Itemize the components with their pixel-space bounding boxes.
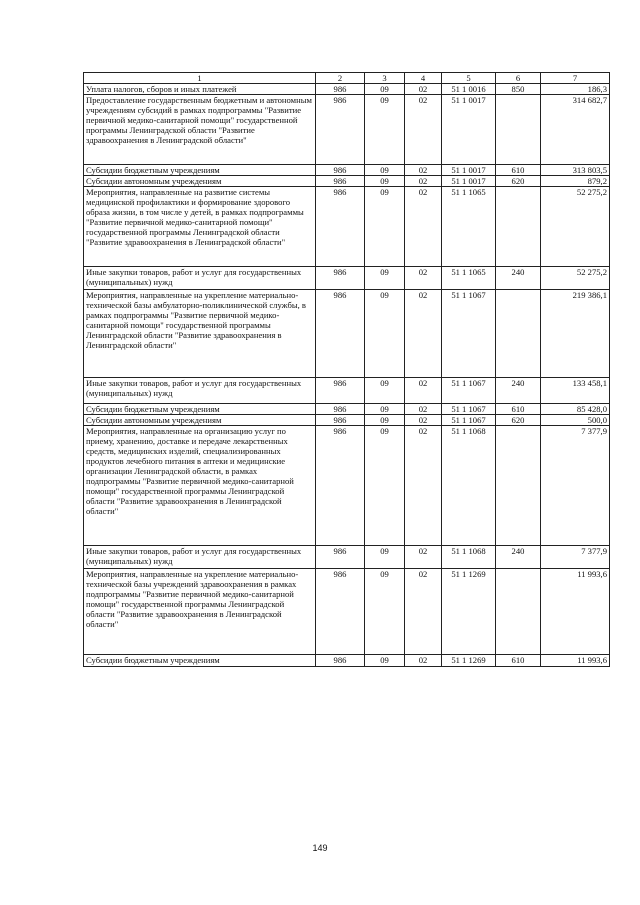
subsection-code: 02 — [405, 415, 442, 426]
ministry-code: 986 — [316, 655, 365, 667]
row-description: Субсидии автономным учреждениям — [84, 415, 316, 426]
row-description: Мероприятия, направленные на развитие системы медицинской профилактики и формирование здорового образа жизни, в том числе у детей, в рамках подпрограммы "Развитие первичной медико-санитарной помощи" государственной программы Ленинградской области "Развитие здравоохранения в Ленинградской области" — [84, 187, 316, 267]
row-description: Предоставление государственным бюджетным и автономным учреждениям субсидий в рамках подпрограммы "Развитие первичной медико-санитарной помощи" государственной программы Ленинградской области "Развитие здравоохранения в Ленинградской области" — [84, 95, 316, 165]
amount: 500,0 — [541, 415, 610, 426]
expense-type-code — [496, 95, 541, 165]
ministry-code: 986 — [316, 378, 365, 404]
amount: 52 275,2 — [541, 187, 610, 267]
table-row — [84, 426, 610, 546]
target-article-code: 51 1 1068 — [442, 546, 496, 569]
subsection-code: 02 — [405, 569, 442, 655]
row-description: Субсидии бюджетным учреждениям — [84, 404, 316, 415]
section-code: 09 — [365, 426, 405, 546]
target-article-code: 51 1 0017 — [442, 95, 496, 165]
ministry-code: 986 — [316, 404, 365, 415]
header-cell: 1 — [84, 73, 316, 84]
subsection-code: 02 — [405, 546, 442, 569]
section-code: 09 — [365, 415, 405, 426]
ministry-code: 986 — [316, 84, 365, 95]
expense-type-code: 610 — [496, 655, 541, 667]
expense-type-code: 240 — [496, 378, 541, 404]
subsection-code: 02 — [405, 290, 442, 378]
header-cell: 5 — [442, 73, 496, 84]
table-row — [84, 546, 610, 569]
expense-type-code: 240 — [496, 267, 541, 290]
expense-type-code — [496, 290, 541, 378]
ministry-code: 986 — [316, 176, 365, 187]
subsection-code: 02 — [405, 176, 442, 187]
subsection-code: 02 — [405, 404, 442, 415]
amount: 219 386,1 — [541, 290, 610, 378]
budget-table — [83, 72, 610, 667]
table-row — [84, 95, 610, 165]
expense-type-code: 620 — [496, 415, 541, 426]
amount: 186,3 — [541, 84, 610, 95]
table-row — [84, 378, 610, 404]
subsection-code: 02 — [405, 378, 442, 404]
table-row — [84, 84, 610, 95]
ministry-code: 986 — [316, 569, 365, 655]
ministry-code: 986 — [316, 426, 365, 546]
section-code: 09 — [365, 404, 405, 415]
target-article-code: 51 1 1067 — [442, 415, 496, 426]
amount: 85 428,0 — [541, 404, 610, 415]
header-cell: 3 — [365, 73, 405, 84]
section-code: 09 — [365, 546, 405, 569]
row-description: Мероприятия, направленные на организацию услуг по приему, хранению, доставке и передаче лекарственных средств, медицинских изделий, специализированных продуктов лечебного питания в аптеки и медицинские организации Ленинградской области, в рамках подпрограммы "Развитие первичной медико-санитарной помощи" государственной программы Ленинградской области "Развитие здравоохранения в Ленинградской области" — [84, 426, 316, 546]
expense-type-code: 620 — [496, 176, 541, 187]
ministry-code: 986 — [316, 267, 365, 290]
section-code: 09 — [365, 569, 405, 655]
header-cell: 6 — [496, 73, 541, 84]
subsection-code: 02 — [405, 187, 442, 267]
amount: 7 377,9 — [541, 546, 610, 569]
header-cell: 7 — [541, 73, 610, 84]
row-description: Субсидии бюджетным учреждениям — [84, 655, 316, 667]
table-row — [84, 404, 610, 415]
expense-type-code — [496, 187, 541, 267]
amount: 879,2 — [541, 176, 610, 187]
ministry-code: 986 — [316, 546, 365, 569]
target-article-code: 51 1 0016 — [442, 84, 496, 95]
row-description: Мероприятия, направленные на укрепление материально-технической базы амбулаторно-поликлинической службы, в рамках подпрограммы "Развитие первичной медико-санитарной помощи" государственной программы Ленинградской области "Развитие здравоохранения в Ленинградской области" — [84, 290, 316, 378]
target-article-code: 51 1 1269 — [442, 655, 496, 667]
page-number: 149 — [312, 843, 328, 853]
table-row — [84, 655, 610, 667]
amount: 314 682,7 — [541, 95, 610, 165]
expense-type-code — [496, 426, 541, 546]
target-article-code: 51 1 1065 — [442, 187, 496, 267]
section-code: 09 — [365, 165, 405, 176]
expense-type-code: 610 — [496, 404, 541, 415]
header-cell: 4 — [405, 73, 442, 84]
section-code: 09 — [365, 378, 405, 404]
table-header-row — [84, 73, 610, 84]
target-article-code: 51 1 1067 — [442, 290, 496, 378]
expense-type-code: 610 — [496, 165, 541, 176]
header-cell: 2 — [316, 73, 365, 84]
amount: 7 377,9 — [541, 426, 610, 546]
section-code: 09 — [365, 655, 405, 667]
subsection-code: 02 — [405, 426, 442, 546]
target-article-code: 51 1 0017 — [442, 176, 496, 187]
subsection-code: 02 — [405, 655, 442, 667]
section-code: 09 — [365, 176, 405, 187]
ministry-code: 986 — [316, 95, 365, 165]
amount: 313 803,5 — [541, 165, 610, 176]
table-row — [84, 415, 610, 426]
row-description: Субсидии бюджетным учреждениям — [84, 165, 316, 176]
subsection-code: 02 — [405, 95, 442, 165]
target-article-code: 51 1 1269 — [442, 569, 496, 655]
target-article-code: 51 1 1067 — [442, 378, 496, 404]
section-code: 09 — [365, 267, 405, 290]
table-row — [84, 267, 610, 290]
ministry-code: 986 — [316, 290, 365, 378]
amount: 133 458,1 — [541, 378, 610, 404]
expense-type-code: 240 — [496, 546, 541, 569]
ministry-code: 986 — [316, 187, 365, 267]
target-article-code: 51 1 0017 — [442, 165, 496, 176]
table-row — [84, 176, 610, 187]
target-article-code: 51 1 1067 — [442, 404, 496, 415]
ministry-code: 986 — [316, 415, 365, 426]
table-row — [84, 165, 610, 176]
ministry-code: 986 — [316, 165, 365, 176]
row-description: Мероприятия, направленные на укрепление материально-технической базы учреждений здравоохранения в рамках подпрограммы "Развитие первичной медико-санитарной помощи" государственной программы Ленинградской области "Развитие здравоохранения в Ленинградской области" — [84, 569, 316, 655]
amount: 11 993,6 — [541, 655, 610, 667]
section-code: 09 — [365, 290, 405, 378]
amount: 52 275,2 — [541, 267, 610, 290]
row-description: Уплата налогов, сборов и иных платежей — [84, 84, 316, 95]
amount: 11 993,6 — [541, 569, 610, 655]
section-code: 09 — [365, 187, 405, 267]
target-article-code: 51 1 1068 — [442, 426, 496, 546]
expense-type-code: 850 — [496, 84, 541, 95]
table-row — [84, 569, 610, 655]
row-description: Иные закупки товаров, работ и услуг для государственных (муниципальных) нужд — [84, 378, 316, 404]
section-code: 09 — [365, 84, 405, 95]
subsection-code: 02 — [405, 165, 442, 176]
subsection-code: 02 — [405, 267, 442, 290]
section-code: 09 — [365, 95, 405, 165]
row-description: Иные закупки товаров, работ и услуг для государственных (муниципальных) нужд — [84, 546, 316, 569]
table-row — [84, 290, 610, 378]
table-row — [84, 187, 610, 267]
subsection-code: 02 — [405, 84, 442, 95]
row-description: Иные закупки товаров, работ и услуг для государственных (муниципальных) нужд — [84, 267, 316, 290]
target-article-code: 51 1 1065 — [442, 267, 496, 290]
row-description: Субсидии автономным учреждениям — [84, 176, 316, 187]
expense-type-code — [496, 569, 541, 655]
